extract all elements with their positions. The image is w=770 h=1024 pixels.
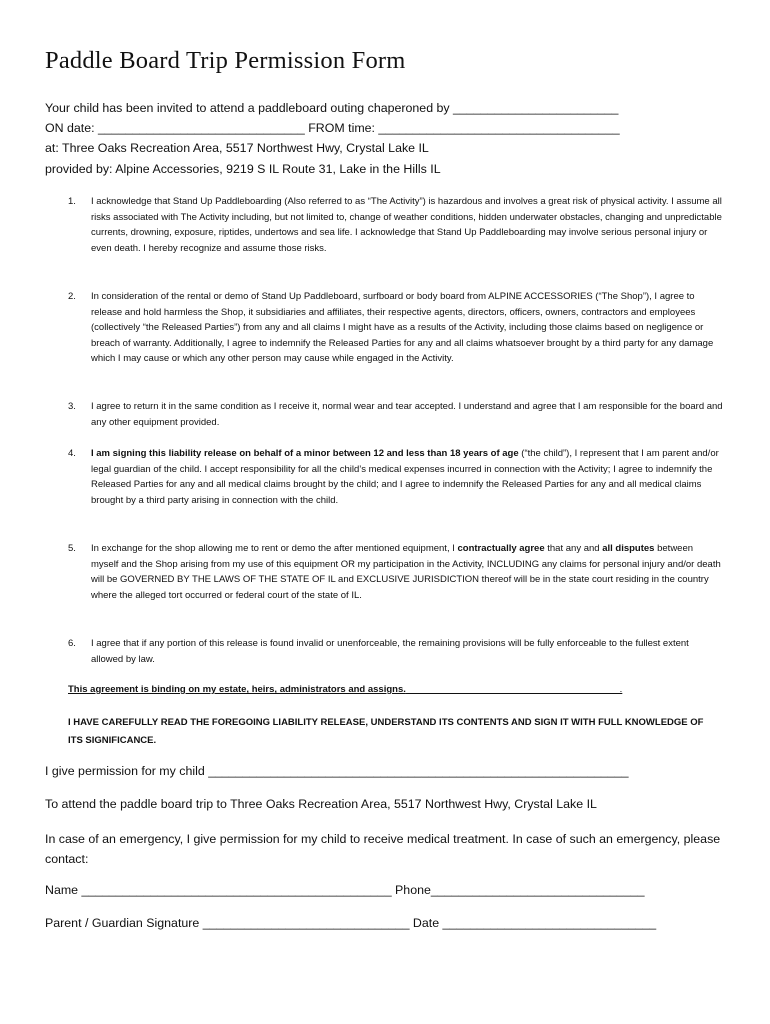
- item-text-part-a: In exchange for the shop allowing me to rent or demo the after mentioned equipment, I: [91, 543, 458, 554]
- item-bold-text: I am signing this liability release on behalf of a minor between 12 and less than 18 years of age: [91, 448, 519, 459]
- item-text: I agree to return it in the same condition as I receive it, normal wear and tear accepted. I understand and agree that I am responsible for the board and any other equipment provided.: [91, 401, 723, 428]
- item-text: In consideration of the rental or demo of Stand Up Paddleboard, surfboard or body board from ALPINE ACCESSORIES (“The Shop”), I agree to release and hold harmless the Shop, it subsidiaries and affiliates, their respective agents, directors, officers, owners, contractors and employees (collectively “the Released Parties”) from any and all claims I might have as a results of the Activity, including those claims based on negligence or breach of warranty. Additionally, I agree to indemnify the Released Parties for any and all claims whatsoever brought by a third party for any damage which I may cause or which any other person may cause while engaged in the Activity.: [91, 291, 714, 365]
- binding-statement: [68, 684, 622, 695]
- item-number: 1.: [68, 196, 76, 207]
- item-bold-all-disputes: all disputes: [602, 543, 655, 554]
- item-text-part-b: that any and: [544, 543, 603, 554]
- intro-date-time-line: ON date: ______________________________ FROM time: ___________________________________: [45, 121, 620, 135]
- acknowledgement-statement: I HAVE CAREFULLY READ THE FOREGOING LIABILITY RELEASE, UNDERSTAND ITS CONTENTS AND SIGN IT WITH FULL KNOWLEDGE OF ITS SIGNIFICANCE.: [68, 717, 704, 746]
- item-number: 5.: [68, 543, 76, 554]
- item-number: 6.: [68, 638, 76, 649]
- emergency-statement: In case of an emergency, I give permission for my child to receive medical treatment. In case of such an emergency, please contact:: [45, 832, 721, 866]
- page-title: Paddle Board Trip Permission Form: [45, 47, 406, 74]
- item-text: I acknowledge that Stand Up Paddleboarding (Also referred to as “The Activity”) is hazardous and involves a great risk of physical activity. I assume all risks associated with The Activity including, but not limited to, change of weather conditions, hidden underwater obstacles, changing and unpredictable currents, drowning, exposure, riptides, undertows and sea life. I acknowledge that Stand Up Paddleboarding may involve serious personal injury or even death. I hereby recognize and assume those risks.: [91, 196, 722, 254]
- binding-underline-tail: .: [405, 684, 623, 695]
- item-text-rest: (“the child”), I represent that I am parent and/or legal guardian of the child. I accept responsibility for all the child’s medical expenses incurred in connection with the Activity; I agree to indemnify the Released Parties for any and all medical claims brought by the child; and I agree to indemnify the Released Parties for any and all medical claims brought by a third party arising in connection with the child.: [91, 448, 719, 506]
- item-text: I agree that if any portion of this release is found invalid or unenforceable, the remaining provisions will be fully enforceable to the fullest extent allowed by law.: [91, 638, 689, 665]
- contact-name-phone-line: Name _____________________________________________ Phone_______________________________: [45, 883, 645, 897]
- child-name-line: I give permission for my child _____________________________________________________________: [45, 764, 629, 778]
- item-number: 3.: [68, 401, 76, 412]
- signature-date-line: Parent / Guardian Signature ______________________________ Date _______________________________: [45, 916, 657, 930]
- item-text-part-c: between myself and the Shop arising from my use of this equipment OR my participation in the Activity, INCLUDING any claims for personal injury and/or death will be GOVERNED BY THE LAWS OF THE STATE OF IL and EXCLUSIVE JURISDICTION thereof will be in the state court residing in the country where the alleged tort occurred or federal court of the state of IL.: [91, 543, 721, 601]
- item-bold-contractually-agree: contractually agree: [457, 543, 545, 554]
- item-text: [91, 446, 723, 508]
- binding-text: This agreement is binding on my estate, heirs, administrators and assigns.: [68, 684, 406, 695]
- intro-provider-line: provided by: Alpine Accessories, 9219 S IL Route 31, Lake in the Hills IL: [45, 162, 441, 176]
- item-number: 4.: [68, 448, 76, 459]
- item-number: 2.: [68, 291, 76, 302]
- intro-location-line: at: Three Oaks Recreation Area, 5517 Northwest Hwy, Crystal Lake IL: [45, 141, 429, 155]
- item-text: [91, 541, 723, 603]
- intro-chaperone-line: Your child has been invited to attend a paddleboard outing chaperoned by ________________________: [45, 101, 619, 115]
- trip-destination-line: To attend the paddle board trip to Three Oaks Recreation Area, 5517 Northwest Hwy, Crystal Lake IL: [45, 797, 597, 811]
